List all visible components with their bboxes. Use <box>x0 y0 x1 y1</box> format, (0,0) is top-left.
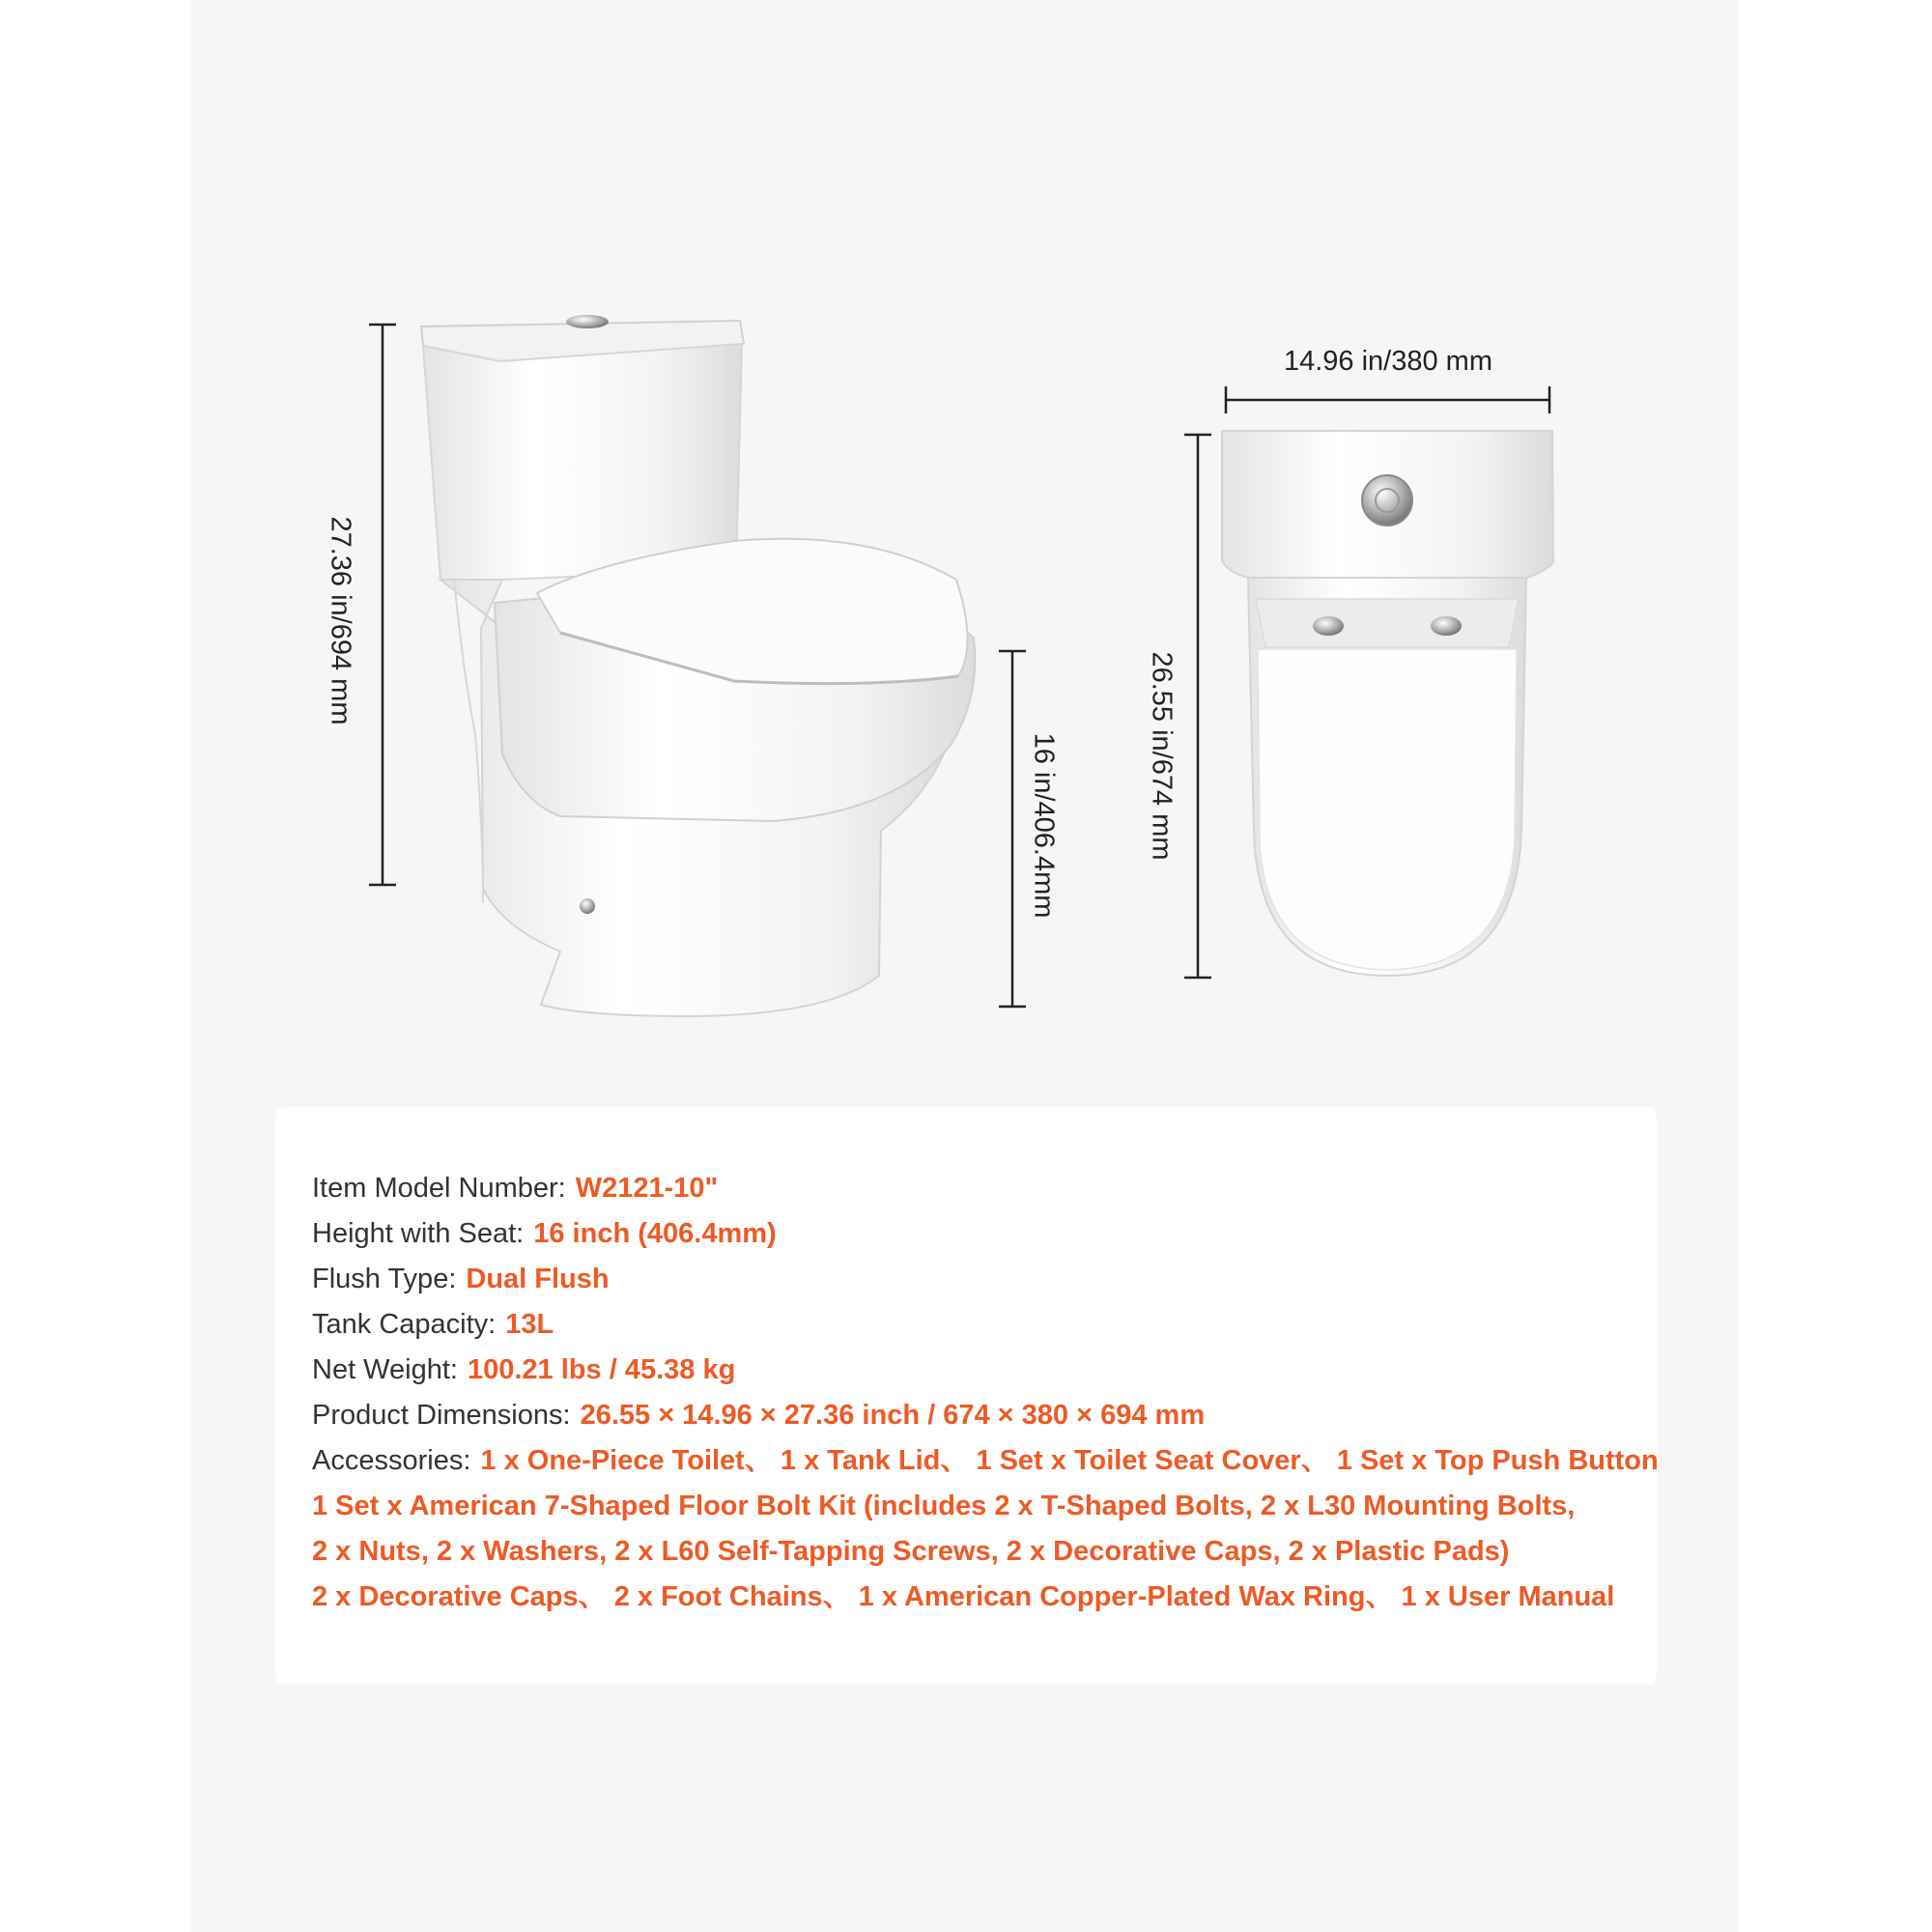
accessories-line-4: 2 x Decorative Caps、 2 x Foot Chains、 1 x American Copper-Plated Wax Ring、 1 x User Manual <box>312 1581 1615 1612</box>
width-label: 14.96 in/380 mm <box>1283 346 1492 377</box>
spec-tank-capacity <box>312 1307 554 1342</box>
spec-net-weight <box>312 1352 735 1387</box>
spec-label: Tank Capacity: <box>312 1309 497 1340</box>
accessories-line-1: 1 x One-Piece Toilet、 1 x Tank Lid、 1 Set x Toilet Seat Cover、 1 Set x Top Push Button <box>480 1445 1659 1476</box>
spec-flush-type <box>312 1262 610 1296</box>
depth-label: 26.55 in/674 mm <box>1146 651 1178 861</box>
spec-value: 16 inch (406.4mm) <box>533 1218 777 1249</box>
spec-value: 26.55 × 14.96 × 27.36 inch / 674 × 380 × 694 mm <box>580 1400 1206 1431</box>
spec-label: Height with Seat: <box>312 1218 525 1249</box>
toilet-top-view <box>1222 431 1553 976</box>
seat-height-label: 16 in/406.4mm <box>1028 732 1060 919</box>
spec-value: 13L <box>505 1309 554 1340</box>
spec-value: 100.21 lbs / 45.38 kg <box>467 1354 736 1385</box>
spec-label: Product Dimensions: <box>312 1400 571 1431</box>
accessories-line-2: 1 Set x American 7-Shaped Floor Bolt Kit (includes 2 x T-Shaped Bolts, 2 x L30 Mounting Bolts, <box>312 1491 1576 1521</box>
spec-label: Item Model Number: <box>312 1173 566 1204</box>
spec-value: Dual Flush <box>466 1264 610 1294</box>
toilet-side-view <box>421 315 975 1016</box>
accessories-line-3: 2 x Nuts, 2 x Washers, 2 x L60 Self-Tapping Screws, 2 x Decorative Caps, 2 x Plastic Pads) <box>312 1536 1510 1567</box>
spec-height-with-seat <box>312 1216 777 1251</box>
spec-accessories <box>312 1443 1659 1478</box>
overall-height-label: 27.36 in/694 mm <box>325 516 356 725</box>
spec-label: Net Weight: <box>312 1354 458 1385</box>
accessories-label: Accessories: <box>312 1445 471 1476</box>
spec-model-number <box>312 1171 718 1206</box>
spec-label: Flush Type: <box>312 1264 457 1294</box>
spec-value: W2121-10" <box>575 1173 719 1204</box>
spec-product-dimensions <box>312 1398 1205 1433</box>
spec-card <box>275 1107 1657 1685</box>
